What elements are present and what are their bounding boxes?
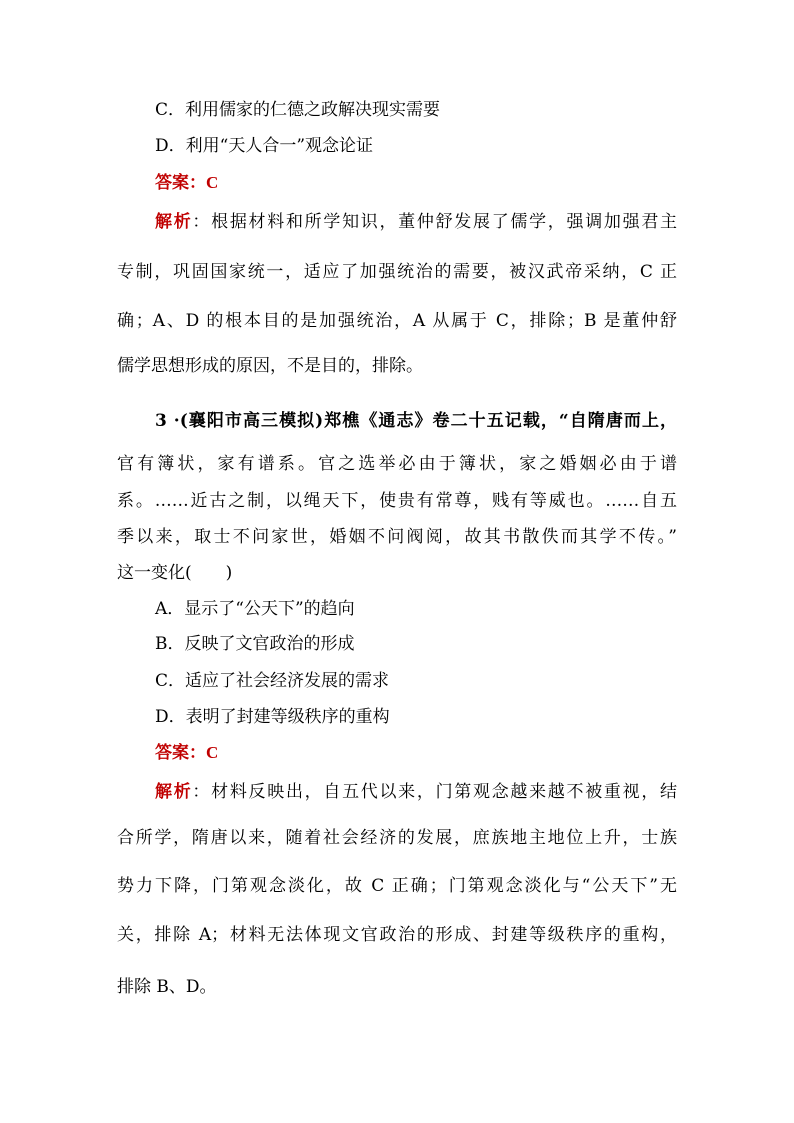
analysis-label: 解析: [155, 782, 193, 802]
analysis-colon: ：: [192, 782, 212, 802]
analysis-text: 根据材料和所学知识，董仲舒发展了儒学，强调加强君主: [211, 212, 678, 232]
analysis-label: 解析: [155, 212, 193, 232]
answer-value: C: [206, 743, 219, 762]
answer-label: 答案：: [155, 743, 206, 763]
q3-analysis-line-3: 势力下降，门第观念淡化，故 C 正确；门第观念淡化与“公天下”无: [117, 876, 677, 896]
q3-option-a: A．显示了“公天下”的趋向: [155, 599, 355, 619]
q3-analysis-line-4: 关，排除 A；材料无法体现文官政治的形成、封建等级秩序的重构，: [117, 925, 677, 945]
q2-analysis-line-3: 确；A、D 的根本目的是加强统治，A 从属于 C，排除；B 是董仲舒: [117, 311, 677, 331]
q3-analysis-line-1: [155, 781, 677, 803]
q2-answer: [155, 172, 218, 194]
answer-value: C: [206, 173, 219, 192]
q3-stem-line-2: 官有簿状，家有谱系。官之选举必由于簿状，家之婚姻必由于谱: [117, 454, 677, 474]
q3-option-d: D．表明了封建等级秩序的重构: [155, 707, 390, 727]
analysis-colon: ：: [192, 212, 212, 232]
q2-option-d: D．利用“天人合一”观念论证: [155, 136, 374, 156]
q3-analysis-line-5: 排除 B、D。: [117, 977, 217, 997]
q3-stem-line-1: 3 ·(襄阳市高三模拟)郑樵《通志》卷二十五记载，“自隋唐而上，: [155, 411, 677, 431]
q3-answer: [155, 742, 218, 764]
q3-analysis-line-2: 合所学，隋唐以来，随着社会经济的发展，庶族地主地位上升，士族: [117, 828, 677, 848]
q3-stem-line-5: 这一变化( ): [117, 563, 233, 583]
q2-analysis-line-1: [155, 211, 677, 233]
q2-analysis-line-4: 儒学思想形成的原因，不是目的，排除。: [117, 356, 423, 376]
q2-analysis-line-2: 专制，巩固国家统一，适应了加强统治的需要，被汉武帝采纳，C 正: [117, 262, 677, 282]
q3-option-b: B．反映了文官政治的形成: [155, 634, 355, 654]
q3-option-c: C．适应了社会经济发展的需求: [155, 671, 390, 691]
q3-stem-line-4: 季以来，取士不问家世，婚姻不问阀阅，故其书散佚而其学不传。”: [117, 527, 677, 547]
answer-label: 答案：: [155, 173, 206, 193]
q3-stem-line-3: 系。……近古之制，以绳天下，使贵有常尊，贱有等威也。……自五: [117, 491, 677, 511]
q2-option-c: C．利用儒家的仁德之政解决现实需要: [155, 100, 441, 120]
analysis-text: 材料反映出，自五代以来，门第观念越来越不被重视，结: [211, 782, 678, 802]
